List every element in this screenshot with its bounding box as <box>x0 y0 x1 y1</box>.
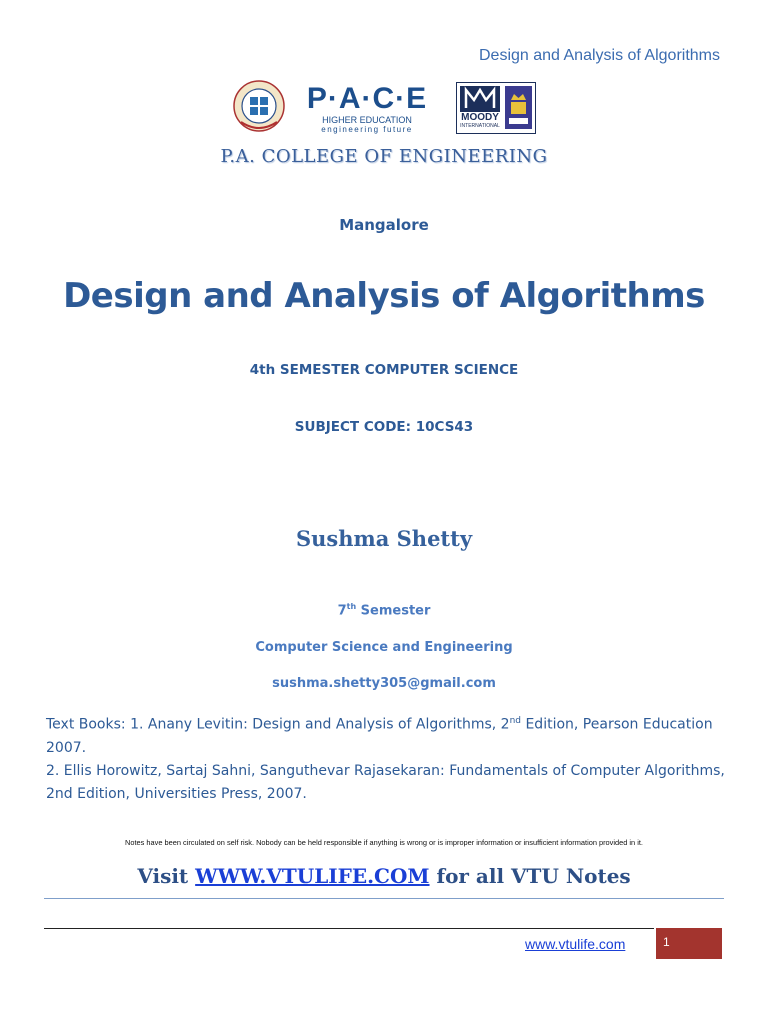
author-department: Computer Science and Engineering <box>255 640 513 655</box>
logo-row <box>0 78 768 138</box>
course-semester: 4th SEMESTER COMPUTER SCIENCE <box>249 362 519 378</box>
textbook-1-text-end: Edition, Pearson Education 2007. <box>46 716 713 756</box>
footer-divider <box>44 928 654 929</box>
pace-logo-name: P·A·C·E <box>306 82 428 115</box>
disclaimer-note: Notes have been circulated on self risk. Nobody can be held responsible if anything is wrong or is improper information or insufficient information provided in it. <box>125 838 643 847</box>
author-semester-suffix: th <box>346 602 357 611</box>
college-seal-logo <box>233 80 285 132</box>
author-semester <box>0 602 768 618</box>
divider-line <box>44 898 724 899</box>
moody-logo-subtitle: INTERNATIONAL <box>460 123 500 129</box>
textbook-2: 2. Ellis Horowitz, Sartaj Sahni, Sanguthevar Rajasekaran: Fundamentals of Computer Algorithms, 2nd Edition, Universities Press, 2007. <box>46 762 725 802</box>
document-title: Design and Analysis of Algorithms <box>63 276 705 316</box>
moody-logo-name: MOODY <box>461 112 499 123</box>
textbooks-section <box>46 710 726 806</box>
moody-mark-icon <box>460 86 500 112</box>
subject-code: SUBJECT CODE: 10CS43 <box>294 419 474 435</box>
visit-prefix: Visit <box>137 864 196 888</box>
author-semester-number: 7 <box>337 603 347 619</box>
textbook-1 <box>46 710 726 760</box>
college-city: Mangalore <box>339 216 429 234</box>
pace-logo-tagline: engineering future <box>321 125 413 134</box>
running-header-title: Design and Analysis of Algorithms <box>478 47 720 64</box>
visit-banner <box>0 864 768 888</box>
moody-international-logo <box>456 82 536 134</box>
pace-logo-subtitle: HIGHER EDUCATION <box>322 115 412 125</box>
page-number-box <box>656 928 722 959</box>
textbook-1-superscript: nd <box>509 716 522 726</box>
textbook-1-text: Text Books: 1. Anany Levitin: Design and Analysis of Algorithms, 2 <box>46 716 510 733</box>
vtulife-banner-link[interactable]: WWW.VTULIFE.COM <box>195 864 430 888</box>
footer-vtulife-link[interactable]: www.vtulife.com <box>525 936 626 952</box>
author-semester-word: Semester <box>356 603 431 619</box>
author-name: Sushma Shetty <box>295 526 473 551</box>
author-email: sushma.shetty305@gmail.com <box>272 676 496 691</box>
pace-logo <box>303 82 431 134</box>
page-number: 1 <box>663 935 670 949</box>
ukas-crown-icon <box>505 86 532 129</box>
college-name: P.A. COLLEGE OF ENGINEERING <box>220 146 548 167</box>
visit-suffix: for all VTU Notes <box>429 864 631 888</box>
